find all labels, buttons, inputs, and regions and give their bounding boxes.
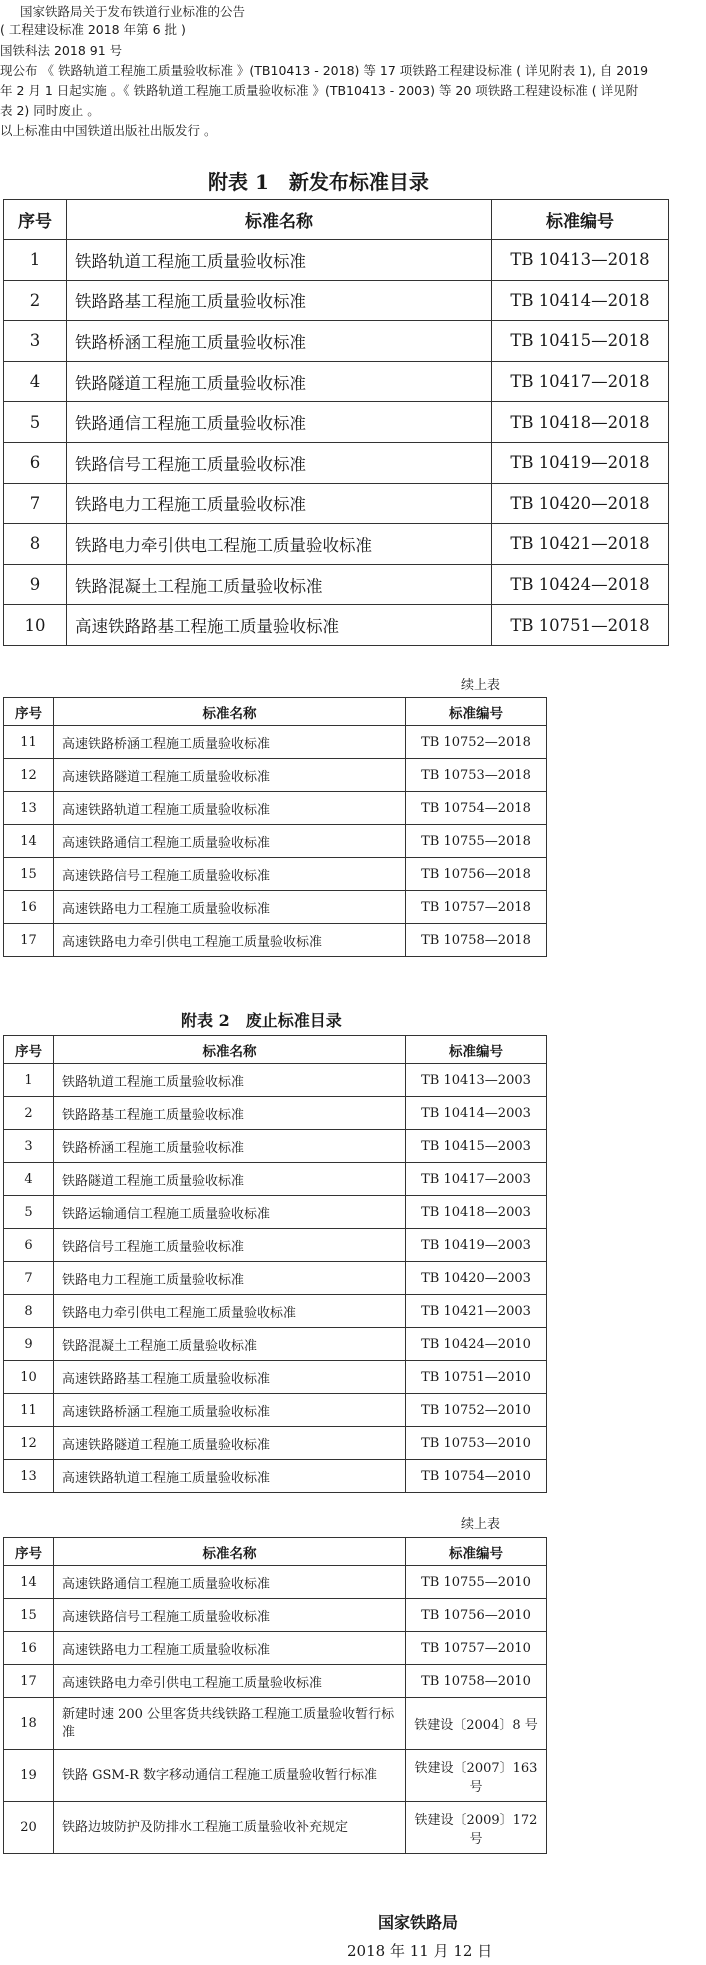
row-index: 17 xyxy=(4,1665,54,1698)
standard-code: TB 10752—2018 xyxy=(406,726,547,759)
row-index: 3 xyxy=(4,1130,54,1163)
standard-code: TB 10414—2003 xyxy=(406,1097,547,1130)
row-index: 3 xyxy=(4,321,67,362)
standard-code: TB 10757—2018 xyxy=(406,891,547,924)
table-row xyxy=(4,605,669,646)
standard-name: 高速铁路桥涵工程施工质量验收标准 xyxy=(54,726,406,759)
standard-code: TB 10415—2003 xyxy=(406,1130,547,1163)
row-index: 14 xyxy=(4,1566,54,1599)
standard-name: 高速铁路电力工程施工质量验收标准 xyxy=(54,891,406,924)
standard-name: 铁路隧道工程施工质量验收标准 xyxy=(54,1163,406,1196)
table-row xyxy=(4,240,669,281)
standard-code: TB 10415—2018 xyxy=(492,321,669,362)
table-row xyxy=(4,1427,547,1460)
standard-name: 铁路桥涵工程施工质量验收标准 xyxy=(67,321,492,362)
standard-name: 铁路电力牵引供电工程施工质量验收标准 xyxy=(67,524,492,565)
standard-code: TB 10754—2010 xyxy=(406,1460,547,1493)
standard-name: 高速铁路路基工程施工质量验收标准 xyxy=(54,1361,406,1394)
standard-code: TB 10758—2018 xyxy=(406,924,547,957)
col-header-name: 标准名称 xyxy=(67,200,492,240)
row-index: 12 xyxy=(4,759,54,792)
standard-code: TB 10420—2003 xyxy=(406,1262,547,1295)
standard-name: 高速铁路桥涵工程施工质量验收标准 xyxy=(54,1394,406,1427)
standard-name: 高速铁路信号工程施工质量验收标准 xyxy=(54,858,406,891)
row-index: 4 xyxy=(4,361,67,402)
standard-name: 高速铁路电力工程施工质量验收标准 xyxy=(54,1632,406,1665)
col-header-code: 标准编号 xyxy=(406,1036,547,1064)
standard-name: 高速铁路轨道工程施工质量验收标准 xyxy=(54,792,406,825)
standard-name: 高速铁路轨道工程施工质量验收标准 xyxy=(54,1460,406,1493)
table-row xyxy=(4,726,547,759)
standard-code: 铁建设〔2007〕163 号 xyxy=(406,1750,547,1802)
standard-name: 高速铁路通信工程施工质量验收标准 xyxy=(54,825,406,858)
row-index: 20 xyxy=(4,1802,54,1854)
standard-name: 铁路路基工程施工质量验收标准 xyxy=(67,280,492,321)
table-row xyxy=(4,1460,547,1493)
col-header-index: 序号 xyxy=(4,698,54,726)
table-row xyxy=(4,1802,547,1854)
table-row xyxy=(4,321,669,362)
standard-code: TB 10417—2003 xyxy=(406,1163,547,1196)
row-index: 9 xyxy=(4,564,67,605)
standard-code: TB 10419—2018 xyxy=(492,442,669,483)
table-row xyxy=(4,891,547,924)
doc-number: 国铁科法 2018 91 号 xyxy=(0,43,123,58)
standard-name: 新建时速 200 公里客货共线铁路工程施工质量验收暂行标准 xyxy=(54,1698,406,1750)
row-index: 17 xyxy=(4,924,54,957)
standard-code: TB 10757—2010 xyxy=(406,1632,547,1665)
table-row xyxy=(4,1750,547,1802)
standard-code: TB 10754—2018 xyxy=(406,792,547,825)
table-row xyxy=(4,1632,547,1665)
standard-name: 铁路混凝土工程施工质量验收标准 xyxy=(54,1328,406,1361)
table-row xyxy=(4,564,669,605)
row-index: 15 xyxy=(4,1599,54,1632)
standard-code: TB 10751—2010 xyxy=(406,1361,547,1394)
table-row xyxy=(4,1097,547,1130)
standard-code: TB 10756—2018 xyxy=(406,858,547,891)
table-row xyxy=(4,1295,547,1328)
standard-code: TB 10424—2010 xyxy=(406,1328,547,1361)
standard-code: TB 10420—2018 xyxy=(492,483,669,524)
col-header-index: 序号 xyxy=(4,200,67,240)
continued-caption: 续上表 xyxy=(461,1517,501,1532)
standard-code: TB 10756—2010 xyxy=(406,1599,547,1632)
standard-code: TB 10758—2010 xyxy=(406,1665,547,1698)
table-row xyxy=(4,1599,547,1632)
table-row xyxy=(4,924,547,957)
standard-code: TB 10418—2018 xyxy=(492,402,669,443)
row-index: 8 xyxy=(4,524,67,565)
table-row xyxy=(4,483,669,524)
table-row xyxy=(4,1328,547,1361)
table-row xyxy=(4,1262,547,1295)
row-index: 1 xyxy=(4,240,67,281)
table-row xyxy=(4,1394,547,1427)
standard-code: TB 10753—2018 xyxy=(406,759,547,792)
table-row xyxy=(4,1566,547,1599)
standard-name: 铁路轨道工程施工质量验收标准 xyxy=(67,240,492,281)
table-row xyxy=(4,792,547,825)
standard-code: TB 10424—2018 xyxy=(492,564,669,605)
row-index: 5 xyxy=(4,1196,54,1229)
table-row xyxy=(4,524,669,565)
standard-name: 高速铁路信号工程施工质量验收标准 xyxy=(54,1599,406,1632)
batch-line: ( 工程建设标准 2018 年第 6 批 ) xyxy=(0,22,186,37)
body-line-3: 表 2) 同时废止 。 xyxy=(0,103,100,118)
row-index: 10 xyxy=(4,605,67,646)
table-row xyxy=(4,825,547,858)
standard-code: 铁建设〔2004〕8 号 xyxy=(406,1698,547,1750)
issuer-signature: 国家铁路局 xyxy=(378,1913,459,1932)
table-row xyxy=(4,759,547,792)
table-row xyxy=(4,858,547,891)
col-header-index: 序号 xyxy=(4,1036,54,1064)
standard-name: 铁路桥涵工程施工质量验收标准 xyxy=(54,1130,406,1163)
row-index: 16 xyxy=(4,1632,54,1665)
table1 xyxy=(3,199,669,646)
standard-name: 铁路运输通信工程施工质量验收标准 xyxy=(54,1196,406,1229)
standard-name: 高速铁路电力牵引供电工程施工质量验收标准 xyxy=(54,1665,406,1698)
standard-name: 铁路路基工程施工质量验收标准 xyxy=(54,1097,406,1130)
row-index: 14 xyxy=(4,825,54,858)
row-index: 4 xyxy=(4,1163,54,1196)
standard-name: 铁路电力工程施工质量验收标准 xyxy=(54,1262,406,1295)
standard-name: 铁路电力牵引供电工程施工质量验收标准 xyxy=(54,1295,406,1328)
standard-code: TB 10755—2010 xyxy=(406,1566,547,1599)
standard-code: TB 10421—2003 xyxy=(406,1295,547,1328)
standard-name: 高速铁路通信工程施工质量验收标准 xyxy=(54,1566,406,1599)
col-header-name: 标准名称 xyxy=(54,1036,406,1064)
col-header-code: 标准编号 xyxy=(406,1538,547,1566)
row-index: 11 xyxy=(4,1394,54,1427)
standard-code: TB 10414—2018 xyxy=(492,280,669,321)
row-index: 1 xyxy=(4,1064,54,1097)
row-index: 5 xyxy=(4,402,67,443)
standard-name: 高速铁路隧道工程施工质量验收标准 xyxy=(54,759,406,792)
row-index: 2 xyxy=(4,1097,54,1130)
row-index: 18 xyxy=(4,1698,54,1750)
standard-name: 铁路信号工程施工质量验收标准 xyxy=(54,1229,406,1262)
table-row xyxy=(4,1229,547,1262)
standard-code: TB 10421—2018 xyxy=(492,524,669,565)
col-header-code: 标准编号 xyxy=(406,698,547,726)
standard-code: TB 10753—2010 xyxy=(406,1427,547,1460)
table-row xyxy=(4,361,669,402)
row-index: 6 xyxy=(4,1229,54,1262)
body-line-2: 年 2 月 1 日起实施 。《 铁路轨道工程施工质量验收标准 》(TB10413 - 2003) 等 20 项铁路工程建设标准 ( 详见附 xyxy=(0,83,639,98)
standard-name: 铁路电力工程施工质量验收标准 xyxy=(67,483,492,524)
standard-code: TB 10751—2018 xyxy=(492,605,669,646)
standard-code: TB 10413—2018 xyxy=(492,240,669,281)
row-index: 19 xyxy=(4,1750,54,1802)
row-index: 7 xyxy=(4,1262,54,1295)
standard-name: 铁路边坡防护及防排水工程施工质量验收补充规定 xyxy=(54,1802,406,1854)
standard-code: TB 10755—2018 xyxy=(406,825,547,858)
row-index: 13 xyxy=(4,1460,54,1493)
row-index: 9 xyxy=(4,1328,54,1361)
standard-name: 铁路轨道工程施工质量验收标准 xyxy=(54,1064,406,1097)
announcement-title: 国家铁路局关于发布铁道行业标准的公告 xyxy=(20,4,246,19)
col-header-name: 标准名称 xyxy=(54,698,406,726)
standard-code: TB 10752—2010 xyxy=(406,1394,547,1427)
standard-name: 铁路信号工程施工质量验收标准 xyxy=(67,442,492,483)
col-header-name: 标准名称 xyxy=(54,1538,406,1566)
body-line-1: 现公布 《 铁路轨道工程施工质量验收标准 》(TB10413 - 2018) 等 17 项铁路工程建设标准 ( 详见附表 1), 自 2019 xyxy=(0,63,649,78)
table-row xyxy=(4,1361,547,1394)
table-row xyxy=(4,1130,547,1163)
standard-code: TB 10418—2003 xyxy=(406,1196,547,1229)
standard-code: TB 10413—2003 xyxy=(406,1064,547,1097)
issue-date: 2018 年 11 月 12 日 xyxy=(347,1942,493,1960)
table2-continued xyxy=(3,1537,547,1854)
row-index: 6 xyxy=(4,442,67,483)
table-row xyxy=(4,402,669,443)
row-index: 15 xyxy=(4,858,54,891)
row-index: 10 xyxy=(4,1361,54,1394)
col-header-code: 标准编号 xyxy=(492,200,669,240)
continued-caption: 续上表 xyxy=(461,678,501,693)
standard-code: 铁建设〔2009〕172 号 xyxy=(406,1802,547,1854)
table-row xyxy=(4,442,669,483)
table-row xyxy=(4,1064,547,1097)
standard-name: 铁路隧道工程施工质量验收标准 xyxy=(67,361,492,402)
col-header-index: 序号 xyxy=(4,1538,54,1566)
standard-name: 铁路通信工程施工质量验收标准 xyxy=(67,402,492,443)
table1-title: 附表 1 新发布标准目录 xyxy=(208,170,429,194)
standard-code: TB 10419—2003 xyxy=(406,1229,547,1262)
body-line-4: 以上标准由中国铁道出版社出版发行 。 xyxy=(0,123,217,138)
standard-name: 铁路 GSM-R 数字移动通信工程施工质量验收暂行标准 xyxy=(54,1750,406,1802)
table-row xyxy=(4,1163,547,1196)
row-index: 11 xyxy=(4,726,54,759)
table-row xyxy=(4,280,669,321)
row-index: 7 xyxy=(4,483,67,524)
standard-name: 高速铁路路基工程施工质量验收标准 xyxy=(67,605,492,646)
row-index: 16 xyxy=(4,891,54,924)
table2-title: 附表 2 废止标准目录 xyxy=(181,1011,342,1030)
standard-name: 铁路混凝土工程施工质量验收标准 xyxy=(67,564,492,605)
table-row xyxy=(4,1196,547,1229)
table2 xyxy=(3,1035,547,1493)
standard-name: 高速铁路电力牵引供电工程施工质量验收标准 xyxy=(54,924,406,957)
table1-continued xyxy=(3,697,547,957)
standard-name: 高速铁路隧道工程施工质量验收标准 xyxy=(54,1427,406,1460)
row-index: 8 xyxy=(4,1295,54,1328)
standard-code: TB 10417—2018 xyxy=(492,361,669,402)
row-index: 2 xyxy=(4,280,67,321)
table-row xyxy=(4,1698,547,1750)
table-row xyxy=(4,1665,547,1698)
row-index: 13 xyxy=(4,792,54,825)
row-index: 12 xyxy=(4,1427,54,1460)
